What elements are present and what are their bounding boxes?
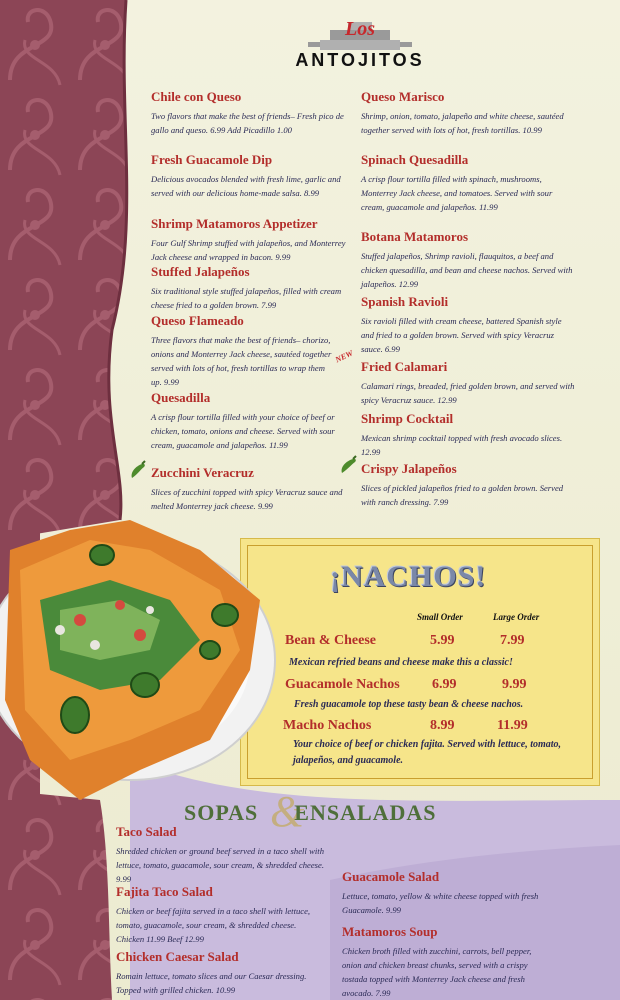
item-name: Fajita Taco Salad (116, 884, 213, 899)
menu-item (361, 229, 575, 291)
item-name: Spanish Ravioli (361, 294, 449, 309)
nachos-plate-image (0, 510, 290, 810)
nachos-small-price: 8.99 (430, 718, 455, 733)
item-description: A crisp flour tortilla filled with your choice of beef or chicken, tomato, onions and cheese. Served with sour cream, guacamole and jalapeños. 11.99 (151, 412, 335, 450)
menu-item (361, 89, 575, 137)
sopas-title-right: ENSALADAS (294, 800, 437, 825)
sopas-ampersand: & (270, 787, 305, 836)
item-description: Mexican shrimp cocktail topped with fresh avocado slices. 12.99 (361, 433, 563, 457)
item-description: Lettuce, tomato, yellow & white cheese topped with fresh Guacamole. 9.99 (342, 891, 539, 915)
nachos-item-description: Fresh guacamole top these tasty bean & cheese nachos. (294, 699, 524, 710)
menu-item (151, 390, 351, 452)
item-name: Quesadilla (151, 390, 211, 405)
item-description: Romain lettuce, tomato slices and our Caesar dressing. Topped with grilled chicken. 10.99 (116, 971, 307, 995)
nachos-large-price: 11.99 (497, 718, 528, 733)
item-description: Stuffed jalapeños, Shrimp ravioli, flauquitos, a beef and chicken quesadilla, and bean and cheese nachos. Served with jalapeños. 12.99 (361, 251, 573, 289)
new-badge: NEW (333, 348, 355, 365)
nachos-item-name: Guacamole Nachos (285, 677, 400, 692)
item-description: Slices of zucchini topped with spicy Veracruz sauce and melted Monterrey jack cheese. 9.99 (151, 487, 343, 511)
item-description: Three flavors that make the best of friends– chorizo, onions and Monterrey Jack cheese, sautéed together served with lots of hot, fresh tortillas to wrap them up. 9.99 (151, 335, 332, 387)
menu-item (361, 461, 575, 509)
menu-item (361, 411, 575, 459)
menu-item (151, 465, 351, 513)
nachos-small-price: 5.99 (430, 633, 455, 648)
menu-item (342, 869, 550, 917)
item-name: Crispy Jalapeños (361, 461, 457, 476)
item-name: Stuffed Jalapeños (151, 264, 250, 279)
item-description: Shrimp, onion, tomato, jalapeño and white cheese, sautéed together served with lots of hot, fresh tortillas. 10.99 (361, 111, 564, 135)
nachos-small-price: 6.99 (432, 677, 457, 692)
item-name: Chicken Caesar Salad (116, 949, 239, 964)
item-description: Calamari rings, breaded, fried golden brown, and served with spicy Veracruz sauce. 12.99 (361, 381, 575, 405)
nachos-title: ¡NACHOS! (330, 560, 487, 593)
item-name: Queso Flameado (151, 313, 244, 328)
header-los: Los (345, 18, 375, 40)
item-description: Chicken or beef fajita served in a taco shell with lettuce, tomato, guacamole, sour cream, & shredded cheese. Chicken 11.99 Beef 12.99 (116, 906, 311, 944)
item-name: Botana Matamoros (361, 229, 469, 244)
menu-item (116, 884, 324, 946)
menu-item (361, 294, 575, 356)
item-name: Spinach Quesadilla (361, 152, 469, 167)
nachos-item-name: Macho Nachos (283, 718, 372, 733)
pepper-icon (128, 460, 148, 480)
item-name: Shrimp Cocktail (361, 411, 454, 426)
small-order-header: Small Order (417, 612, 463, 622)
nachos-item-name: Bean & Cheese (285, 633, 376, 648)
item-description: Six ravioli filled with cream cheese, battered Spanish style and fried to a golden brown. Served with spicy Veracruz sauce. 6.99 (361, 316, 562, 354)
menu-item (151, 264, 351, 312)
item-name: Chile con Queso (151, 89, 242, 104)
item-description: Slices of pickled jalapeños fried to a golden brown. Served with ranch dressing. 7.99 (361, 483, 564, 507)
item-description: Delicious avocados blended with fresh lime, garlic and served with our delicious home-made salsa. 8.99 (151, 174, 341, 198)
item-name: Zucchini Veracruz (151, 465, 254, 480)
menu-item (361, 152, 575, 214)
item-name: Taco Salad (116, 824, 177, 839)
item-name: Matamoros Soup (342, 924, 438, 939)
menu-item (116, 949, 324, 997)
item-name: Queso Marisco (361, 89, 445, 104)
nachos-item-description: Mexican refried beans and cheese make this a classic! (289, 657, 513, 668)
menu-item (361, 359, 575, 407)
sopas-ensaladas-title (184, 800, 484, 826)
item-description: Chicken broth filled with zucchini, carrots, bell pepper, onion and chicken breast chunks, served with a crispy tostada topped with Monterrey Jack cheese and fresh avocado. 7.99 (342, 946, 532, 998)
large-order-header: Large Order (493, 612, 540, 622)
nachos-item-description: Your choice of beef or chicken fajita. Served with lettuce, tomato, jalapeños, and guacamole. (293, 739, 562, 766)
sopas-title-left: SOPAS (184, 800, 259, 825)
menu-item (151, 89, 351, 137)
item-description: A crisp flour tortilla filled with spinach, mushrooms, Monterrey Jack cheese, and tomatoes. Served with sour cream, guacamole and jalapeños. 11.99 (361, 174, 553, 212)
menu-item (342, 924, 550, 1000)
item-description: Four Gulf Shrimp stuffed with jalapeños, and Monterrey Jack cheese and wrapped in bacon. 9.99 (151, 238, 346, 262)
nachos-large-price: 7.99 (500, 633, 525, 648)
item-description: Six traditional style stuffed jalapeños, filled with cream cheese fried to a golden brown. 7.99 (151, 286, 342, 310)
antojitos-header (290, 16, 430, 76)
pepper-icon (338, 455, 360, 475)
page-title: ANTOJITOS (295, 50, 425, 70)
item-name: Fried Calamari (361, 359, 448, 374)
menu-item (151, 152, 351, 200)
menu-item (116, 824, 324, 886)
item-description: Two flavors that make the best of friends– Fresh pico de gallo and queso. 6.99 Add Picadillo 1.00 (151, 111, 344, 135)
item-name: Shrimp Matamoros Appetizer (151, 216, 318, 231)
item-description: Shredded chicken or ground beef served in a taco shell with lettuce, tomato, guacamole, sour cream, & shredded cheese. 9.99 (116, 846, 324, 884)
menu-item (151, 313, 333, 389)
nachos-large-price: 9.99 (502, 677, 527, 692)
menu-item (151, 216, 351, 264)
item-name: Fresh Guacamole Dip (151, 152, 273, 167)
item-name: Guacamole Salad (342, 869, 440, 884)
